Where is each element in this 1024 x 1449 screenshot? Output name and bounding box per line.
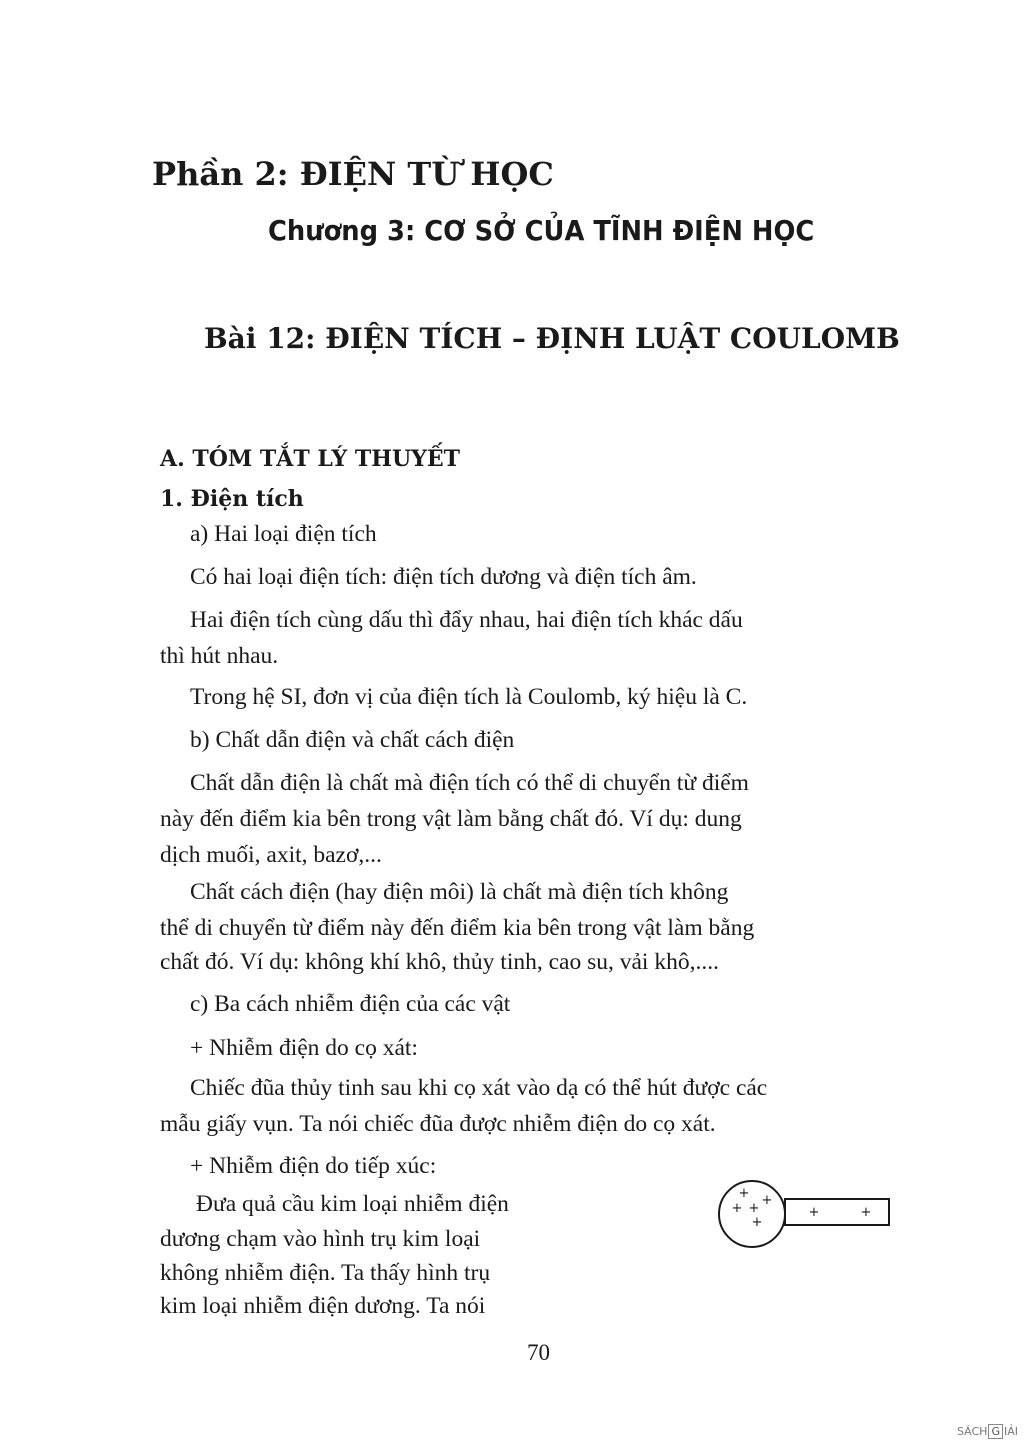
- page-number: 70: [527, 1340, 550, 1365]
- paragraph-line: Có hai loại điện tích: điện tích dương và điện tích âm.: [190, 564, 697, 590]
- paragraph-line: thể di chuyển từ điểm này đến điểm kia bên trong vật làm bằng: [160, 915, 755, 941]
- item-heading-b: b) Chất dẫn điện và chất cách điện: [190, 727, 515, 753]
- paragraph-line: Đưa quả cầu kim loại nhiễm điện: [196, 1191, 509, 1217]
- item-heading-a: a) Hai loại điện tích: [190, 521, 377, 547]
- paragraph-line: mẫu giấy vụn. Ta nói chiếc đũa được nhiễm điện do cọ xát.: [160, 1111, 716, 1137]
- method-heading-friction: + Nhiễm điện do cọ xát:: [190, 1035, 418, 1061]
- lesson-title: Bài 12: ĐIỆN TÍCH – ĐỊNH LUẬT COULOMB: [204, 322, 900, 355]
- watermark-logo: [957, 1424, 1018, 1439]
- chapter-title: Chương 3: CƠ SỞ CỦA TĨNH ĐIỆN HỌC: [268, 214, 815, 247]
- plus-sign: +: [761, 1193, 773, 1208]
- watermark-prefix: SÁCH: [956, 1425, 988, 1438]
- plus-sign: +: [731, 1201, 743, 1216]
- section-heading-a: A. TÓM TẮT LÝ THUYẾT: [160, 446, 461, 472]
- plus-sign: +: [751, 1215, 763, 1230]
- paragraph-line: Chất cách điện (hay điện môi) là chất mà điện tích không: [190, 879, 729, 905]
- paragraph-line: dương chạm vào hình trụ kim loại: [160, 1226, 481, 1252]
- plus-sign: +: [748, 1201, 760, 1216]
- subsection-heading-1: 1. Điện tích: [160, 486, 304, 512]
- paragraph-line: chất đó. Ví dụ: không khí khô, thủy tinh, cao su, vải khô,....: [160, 949, 719, 975]
- watermark-boxed-letter: G: [988, 1424, 1003, 1439]
- metal-cylinder: [785, 1199, 889, 1225]
- paragraph-line: này đến điểm kia bên trong vật làm bằng chất đó. Ví dụ: dung: [160, 806, 742, 832]
- paragraph-line: Chiếc đũa thủy tinh sau khi cọ xát vào dạ có thể hút được các: [190, 1075, 768, 1101]
- plus-sign: +: [860, 1205, 872, 1220]
- method-heading-contact: + Nhiễm điện do tiếp xúc:: [190, 1153, 437, 1179]
- item-heading-c: c) Ba cách nhiễm điện của các vật: [190, 991, 511, 1017]
- paragraph-line: không nhiễm điện. Ta thấy hình trụ: [160, 1260, 491, 1286]
- paragraph-line: Trong hệ SI, đơn vị của điện tích là Coulomb, ký hiệu là C.: [190, 684, 748, 710]
- paragraph-line: kim loại nhiễm điện dương. Ta nói: [160, 1293, 486, 1319]
- charged-sphere-cylinder-diagram: [712, 1176, 898, 1256]
- paragraph-line: Hai điện tích cùng dấu thì đẩy nhau, hai điện tích khác dấu: [190, 607, 743, 633]
- plus-sign: +: [808, 1205, 820, 1220]
- paragraph-line: dịch muối, axit, bazơ,...: [160, 842, 382, 868]
- watermark-suffix: IẢI: [1003, 1425, 1018, 1438]
- plus-sign: +: [738, 1186, 750, 1201]
- part-title: Phần 2: ĐIỆN TỪ HỌC: [152, 155, 554, 193]
- paragraph-line: Chất dẫn điện là chất mà điện tích có thể di chuyển từ điểm: [190, 770, 749, 796]
- paragraph-line: thì hút nhau.: [160, 643, 279, 669]
